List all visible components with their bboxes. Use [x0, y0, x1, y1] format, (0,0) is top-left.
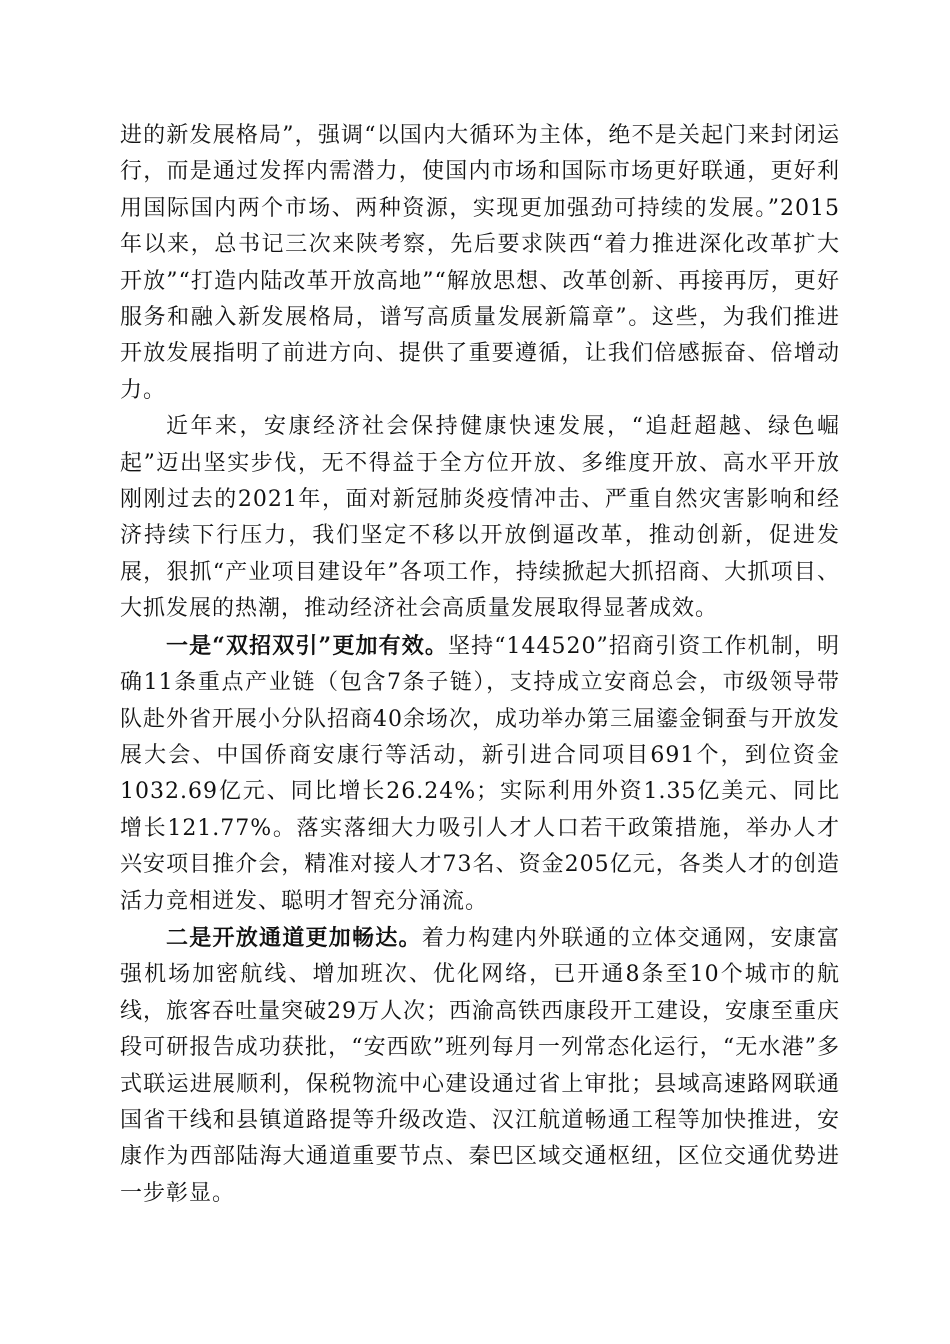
paragraph-investment [120, 628, 840, 920]
paragraph-text: 进的新发展格局”，强调“以国内大循环为主体，绝不是关起门来封闭运行，而是通过发挥内需潜力，使国内市场和国际市场更好联通，更好利用国际国内两个市场、两种资源，实现更加强劲可持续的发展。”2015年以来，总书记三次来陕考察，先后要求陕西“着力推进深化改革扩大开放”“打造内陆改革开放高地”“解放思想、改革创新、再接再厉，更好服务和融入新发展格局，谱写高质量发展新篇章”。这些，为我们推进开放发展指明了前进方向、提供了重要遵循，让我们倍感振奋、倍增动力。 [120, 123, 840, 403]
paragraph-recent-development [120, 409, 840, 627]
paragraph-text: 着力构建内外联通的立体交通网，安康富强机场加密航线、增加班次、优化网络，已开通8条至10个城市的航线，旅客吞吐量突破29万人次；西渝高铁西康段开工建设，安康至重庆段可研报告成功获批，“安西欧”班列每月一列常态化运行，“无水港”多式联运进展顺利，保税物流中心建设通过省上审批；县域高速路网联通国省干线和县镇道路提等升级改造、汉江航道畅通工程等加快推进，安康作为西部陆海大通道重要节点、秦巴区域交通枢纽，区位交通优势进一步彰显。 [120, 925, 840, 1206]
paragraph-text: 近年来，安康经济社会保持健康快速发展，“追赶超越、绿色崛起”迈出坚实步伐，无不得益于全方位开放、多维度开放、高水平开放刚刚过去的2021年，面对新冠肺炎疫情冲击、严重自然灾害影响和经济持续下行压力，我们坚定不移以开放倒逼改革，推动创新，促进发展，狠抓“产业项目建设年”各项工作，持续掀起大抓招商、大抓项目、大抓发展的热潮，推动经济社会高质量发展取得显著成效。 [120, 414, 840, 622]
paragraph-channels [120, 920, 840, 1212]
paragraph-lead: 二是开放通道更加畅达。 [166, 924, 422, 951]
paragraph-lead: 一是“双招双引”更加有效。 [166, 632, 448, 659]
paragraph-continuation [120, 118, 840, 409]
paragraph-text: 坚持“144520”招商引资工作机制，明确11条重点产业链（包含7条子链），支持成立安商总会，市级领导带队赴外省开展小分队招商40余场次，成功举办第三届鎏金铜蚕与开放发展大会、中国侨商安康行等活动，新引进合同项目691个，到位资金1032.69亿元、同比增长26.24%；实际利用外资1.35亿美元、同比增长121.77%。落实落细大力吸引人才人口若干政策措施，举办人才兴安项目推介会，精准对接人才73名、资金205亿元，各类人才的创造活力竞相迸发、聪明才智充分涌流。 [120, 633, 840, 914]
document-body [120, 118, 840, 1212]
